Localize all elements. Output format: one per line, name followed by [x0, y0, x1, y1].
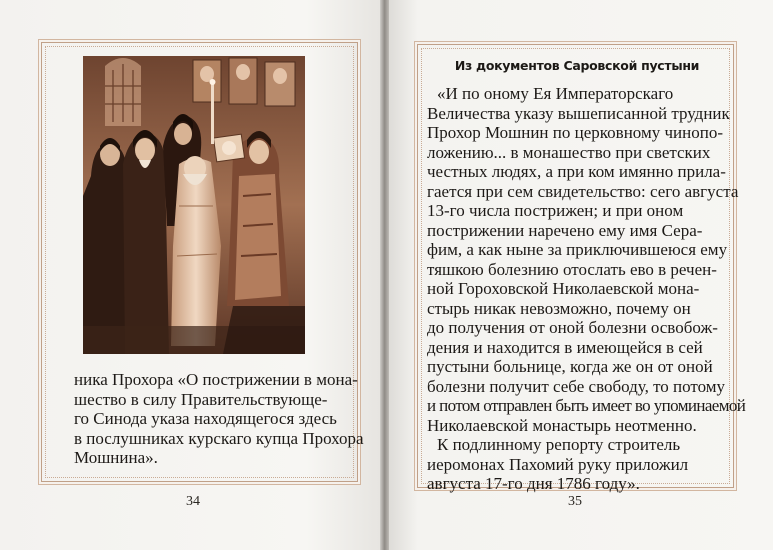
text-line: К подлинному репорту строитель	[437, 435, 681, 454]
text-line: в послушниках курскаго купца Прохора	[74, 428, 364, 448]
text-line: гается при сем свидетельство: сего августа	[427, 181, 739, 201]
text-line: ложению... в монашество при светских	[427, 142, 711, 162]
text-line: иеромонах Пахомий руку приложил	[427, 454, 689, 474]
left-page-number: 34	[186, 494, 200, 509]
text-line: шество в силу Правительствующе-	[74, 389, 328, 409]
text-line: и потом отправлен быть имеет во упоминаемой	[427, 396, 746, 415]
text-line: тяшкою болезнию отослать ево в речен-	[427, 259, 717, 279]
text-line: фим, а как ныне за приключившеюся ему	[427, 240, 728, 259]
text-line: Прохор Мошнин по церковному чинопо-	[427, 123, 723, 142]
text-line: Мошнина».	[74, 448, 158, 467]
text-line: ника Прохора «О пострижении в мона-	[74, 370, 358, 389]
right-page-number: 35	[568, 494, 582, 509]
right-page-text	[427, 84, 745, 494]
section-heading: Из документов Саровской пустыни	[454, 58, 700, 73]
left-page-text	[74, 370, 364, 468]
text-line: Николаевской монастырь неотменно.	[427, 415, 697, 435]
text-line: честных людях, а при ком имянно прила-	[427, 162, 726, 181]
text-line: пострижении наречено ему имя Сера-	[427, 220, 703, 240]
text-line: ной Гороховской Николаевской мона-	[427, 279, 700, 298]
tonsure-illustration	[83, 56, 305, 354]
text-line: августа 17-го дня 1786 году».	[427, 474, 640, 493]
text-line: «И по оному Ея Императорскаго	[437, 84, 674, 103]
text-line: стырь никак невозможно, почему он	[427, 298, 691, 318]
text-line: до получения от оной болезни освобож-	[427, 318, 718, 337]
text-line: го Синода указа находящегося здесь	[74, 409, 337, 428]
text-line: пустыни больнице, когда же он от оной	[427, 357, 713, 376]
book-gutter	[380, 0, 389, 550]
text-line: Величества указу вышеписанной трудник	[427, 103, 730, 123]
text-line: 13-го числа пострижен; и при оном	[427, 201, 684, 220]
text-line: болезни получит себе свободу, то потому	[427, 376, 726, 396]
text-line: дения и находится в имеющейся в сей	[427, 337, 703, 357]
